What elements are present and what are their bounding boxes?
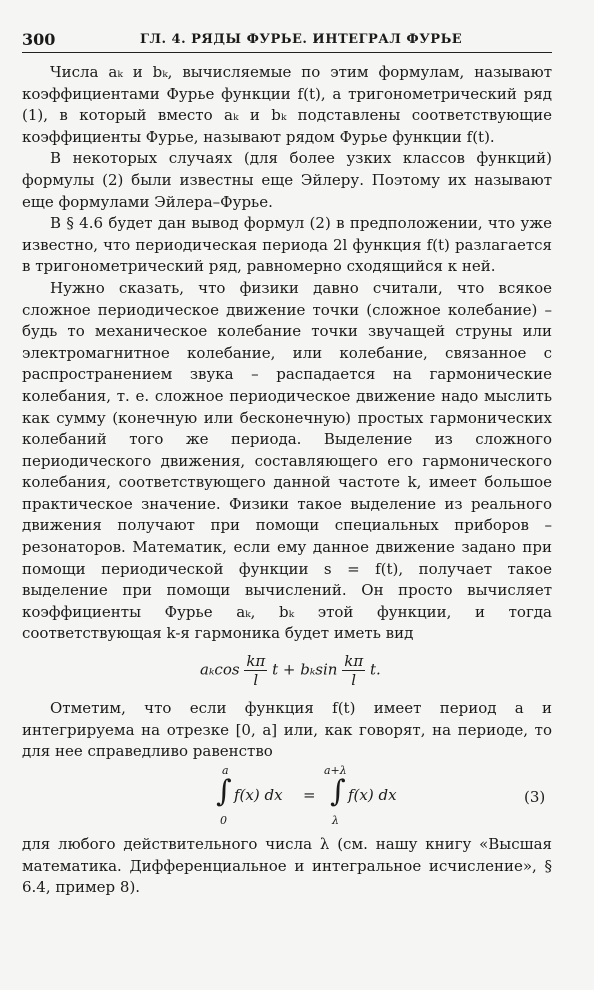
integrand: f(x) dx bbox=[348, 786, 397, 804]
running-head: ГЛ. 4. РЯДЫ ФУРЬЕ. ИНТЕГРАЛ ФУРЬЕ bbox=[140, 32, 463, 47]
paragraph-after-formula bbox=[22, 698, 552, 763]
equals-sign: = bbox=[303, 786, 316, 804]
paragraph: В § 4.6 будет дан вывод формул (2) в предположении, что уже известно, что периодическая периода 2l функция f(t) разлагается в тригонометрический ряд, равномерно сходящийся к ней. bbox=[22, 214, 552, 276]
fraction-numerator: kπ bbox=[344, 652, 364, 670]
formula-a-term: aₖcos bbox=[200, 660, 240, 679]
integral-upper-limit: a+λ bbox=[324, 764, 347, 777]
formula-t: t bbox=[272, 660, 279, 679]
fraction-denominator: l bbox=[351, 671, 357, 689]
integral-lower-limit: λ bbox=[332, 814, 339, 827]
running-header bbox=[22, 30, 552, 53]
paragraph: Нужно сказать, что физики давно считали, что всякое сложное периодическое движение точки (сложное колебание) – будь то механическое колебание точки звучащей струны или электромагнитное колебание, или колебание, связанное с распространением звука – распадается на гармонические колебания, т. е. сложное периодическое движение надо мыслить как сумму (конечную или бесконечную) простых гармонических колебаний того же периода. Выделение из сложного периодического движения, составляющего его гармонического колебания, соответствующего данной частоте k, имеет большое практическое значение. Физики такое выделение из реального движения получают при помощи специальных приборов – резонаторов. Математик, если ему данное движение задано при помощи периодической функции s = f(t), получает такое выделение при помощи вычислений. Он просто вычисляет коэффициенты Фурье aₖ, bₖ этой функции, и тогда соответствующая k-я гармоника будет иметь вид bbox=[22, 278, 552, 643]
paragraph: Отметим, что если функция f(t) имеет период a и интегрируема на отрезке [0, a] или, как говорят, на периоде, то для нее справедливо равенство bbox=[22, 699, 552, 761]
closing-text bbox=[22, 834, 552, 899]
integral-lower-limit: 0 bbox=[220, 814, 227, 827]
equation-number: (3) bbox=[524, 788, 546, 806]
fraction bbox=[342, 652, 365, 689]
integrand: f(x) dx bbox=[234, 786, 283, 804]
integral-sign: ∫ bbox=[330, 774, 346, 809]
paragraph: для любого действительного числа λ (см. нашу книгу «Высшая математика. Дифференциальное и интегральное исчисление», § 6.4, пример 8). bbox=[22, 835, 552, 897]
paragraph: Числа aₖ и bₖ, вычисляемые по этим формулам, называют коэффициентами Фурье функции f(t), а тригонометрический ряд (1), в который вместо aₖ и bₖ подставлены соответствующие коэффициенты Фурье, называют рядом Фурье функции f(t). bbox=[22, 63, 552, 146]
integral-upper-limit: a bbox=[222, 764, 229, 777]
page-number: 300 bbox=[22, 30, 56, 49]
fraction-numerator: kπ bbox=[246, 652, 266, 670]
integral-sign: ∫ bbox=[216, 774, 232, 809]
formula-integral bbox=[0, 760, 560, 830]
formula-harmonic bbox=[200, 652, 420, 700]
formula-t-end: t. bbox=[369, 660, 381, 679]
body-text bbox=[22, 62, 552, 645]
fraction-denominator: l bbox=[253, 671, 259, 689]
formula-b-term: + bₖsin bbox=[282, 660, 338, 679]
paragraph: В некоторых случаях (для более узких классов функций) формулы (2) были известны еще Эйлеру. Поэтому их называют еще формулами Эйлера–Фурье. bbox=[22, 149, 552, 211]
fraction bbox=[244, 652, 267, 689]
